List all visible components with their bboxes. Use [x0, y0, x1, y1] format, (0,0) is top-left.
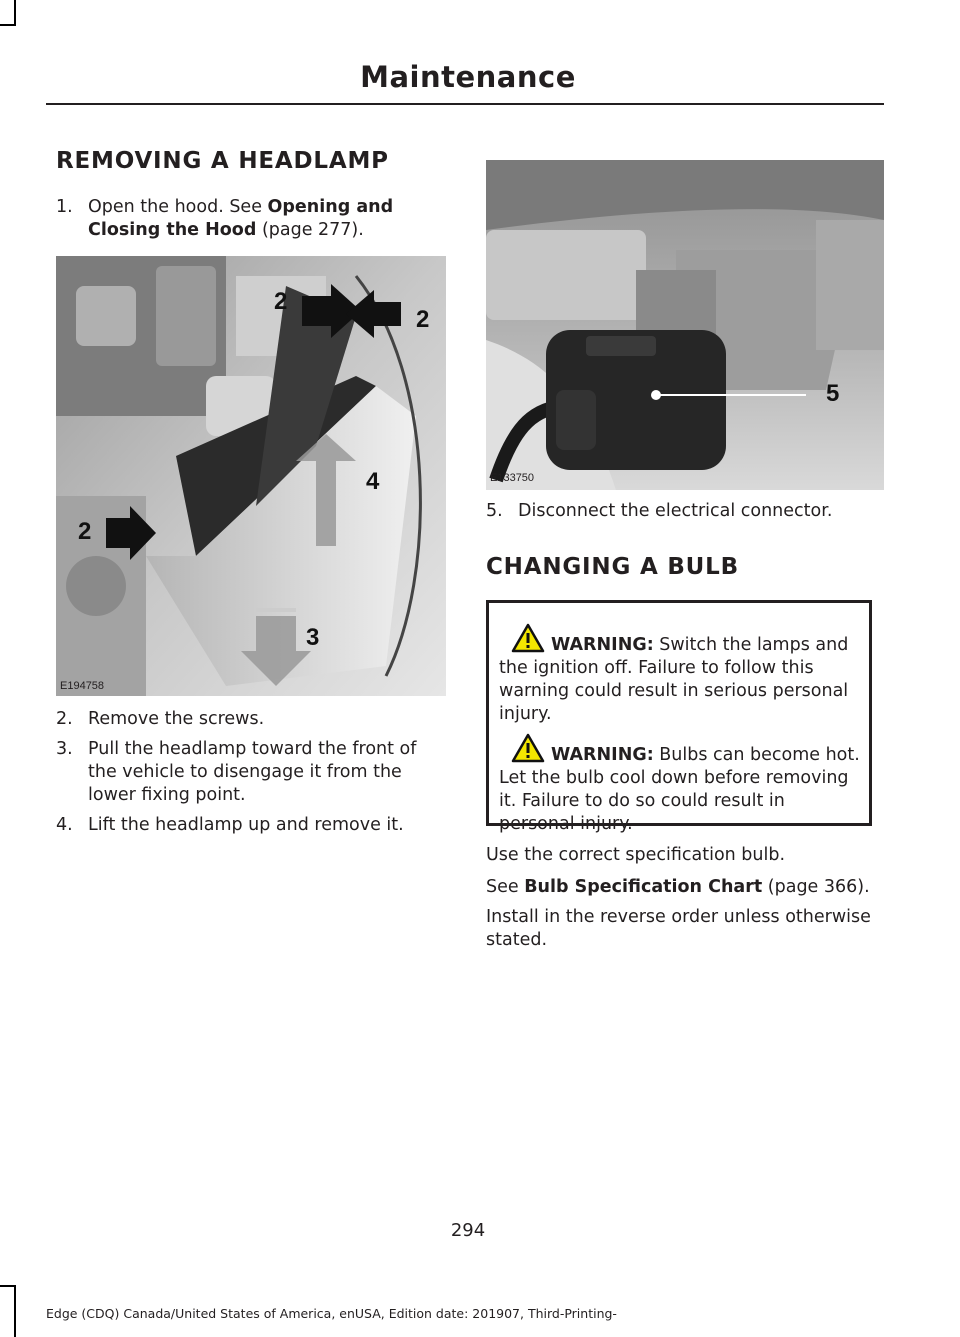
step-3: [56, 738, 448, 807]
warning-triangle-icon: [511, 623, 545, 653]
step-text-lead: Open the hood. See: [88, 197, 268, 217]
crop-mark-bottom-left: [14, 1285, 16, 1337]
crop-mark-top-left-h: [0, 24, 16, 26]
warning-triangle-icon: [511, 733, 545, 763]
step-number: 5.: [486, 501, 503, 521]
footer-edition-info: Edge (CDQ) Canada/United States of America, enUSA, Edition date: 201907, Third-Printing-: [46, 1306, 617, 1321]
warning-text: Switch the lamps and the ignition off. Failure to follow this warning could result in serious personal injury.: [499, 635, 849, 724]
headlamp-illustration: [56, 256, 446, 696]
figure-electrical-connector: [486, 160, 884, 490]
crop-mark-top-left: [14, 0, 16, 26]
ref-prefix: See: [486, 877, 525, 897]
step-text: Lift the headlamp up and remove it.: [88, 815, 404, 835]
step-text: Remove the screws.: [88, 709, 265, 729]
step-5: [486, 500, 886, 523]
page-ref: (page 366).: [762, 877, 870, 897]
page-number: 294: [450, 1220, 486, 1241]
step-text: Disconnect the electrical connector.: [518, 501, 833, 521]
callout-3: 3: [306, 624, 320, 651]
figure-id-label: E133750: [490, 472, 535, 484]
callout-2-c: 2: [78, 518, 92, 545]
step-text: Pull the headlamp toward the front of the vehicle to disengage it from the lower fixing point.: [88, 739, 417, 805]
warning-box: [486, 600, 872, 834]
section-heading-changing-a-bulb: CHANGING A BULB: [486, 554, 739, 580]
header-rule: [46, 103, 884, 105]
callout-2-a: 2: [274, 288, 288, 315]
warning-label: WARNING:: [551, 745, 654, 765]
callout-2-b: 2: [416, 306, 430, 333]
paragraph-bulb-chart-ref: [486, 876, 886, 899]
connector-illustration: [486, 160, 884, 490]
warning-text: Bulbs can become hot. Let the bulb cool down before removing it. Failure to do so could result in personal injury.: [499, 745, 860, 834]
step-number: 1.: [56, 197, 73, 217]
callout-4: 4: [366, 468, 380, 495]
step-number: 4.: [56, 815, 73, 835]
paragraph-correct-bulb: Use the correct specification bulb.: [486, 845, 786, 865]
link-bulb-specification-chart[interactable]: Bulb Specification Chart: [524, 877, 763, 897]
step-1: [56, 196, 436, 242]
figure-id-label: E194758: [60, 680, 105, 692]
page-ref: (page 277).: [256, 220, 364, 240]
warning-1: [499, 623, 863, 726]
step-2: [56, 708, 448, 731]
step-number: 2.: [56, 709, 73, 729]
page-header-title: Maintenance: [360, 60, 576, 94]
link-opening-and-closing-the-hood[interactable]: Opening and Closing the Hood: [88, 197, 394, 240]
section-heading-removing-headlamp: REMOVING A HEADLAMP: [56, 148, 389, 174]
crop-mark-bottom-left-h: [0, 1285, 16, 1287]
step-text: [88, 196, 436, 242]
figure-headlamp-removal: [56, 256, 446, 696]
warning-label: WARNING:: [551, 635, 654, 655]
warning-2: [499, 733, 863, 836]
step-number: 3.: [56, 739, 73, 759]
paragraph-install-reverse: Install in the reverse order unless otherwise stated.: [486, 907, 871, 950]
step-4: [56, 814, 448, 837]
callout-5: 5: [826, 380, 840, 407]
